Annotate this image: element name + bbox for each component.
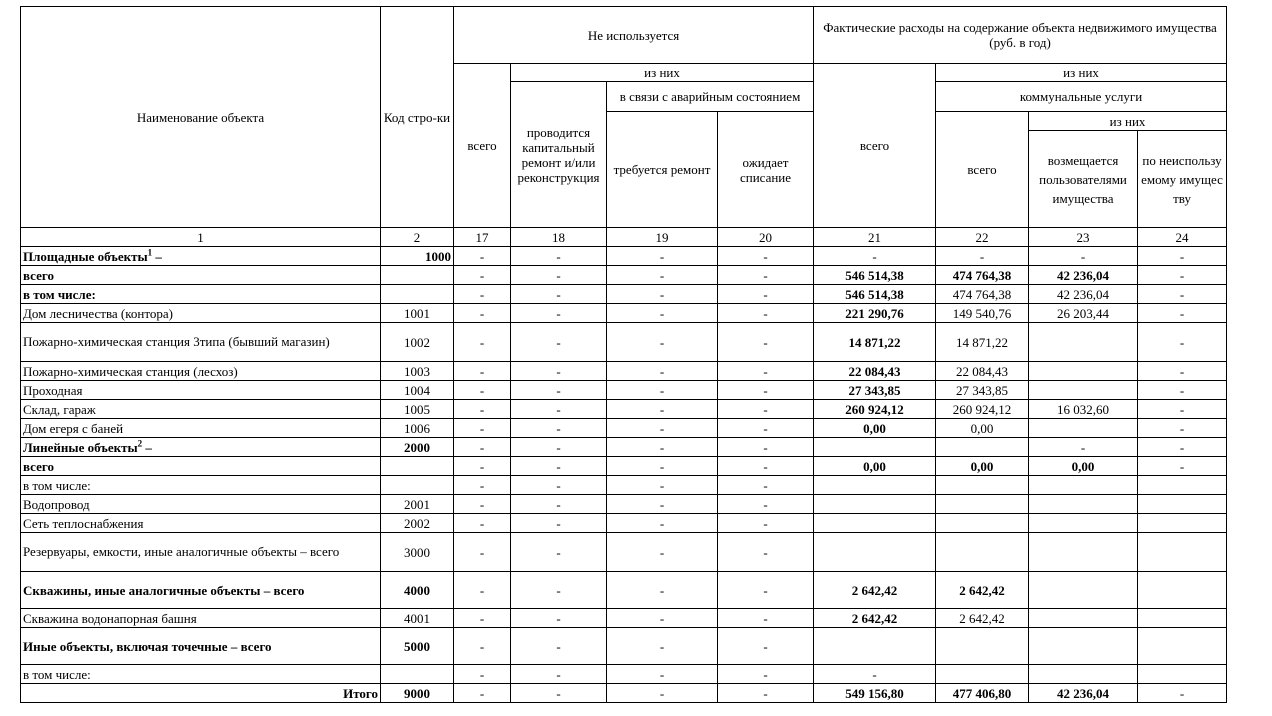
cell-17: - <box>454 476 511 495</box>
cell-24 <box>1138 533 1227 572</box>
header-unused: Не используется <box>454 7 814 64</box>
header-of-them: из них <box>511 64 814 82</box>
cell-22: 474 764,38 <box>936 266 1029 285</box>
cell-20: - <box>718 665 814 684</box>
cell-17: - <box>454 304 511 323</box>
header-total-22: всего <box>936 112 1029 228</box>
header-of-them-2: из них <box>936 64 1227 82</box>
cell-23 <box>1029 323 1138 362</box>
cell-19: - <box>607 304 718 323</box>
cell-19: - <box>607 323 718 362</box>
row-name: Проходная <box>21 381 381 400</box>
row-code: 1003 <box>381 362 454 381</box>
cell-22: 474 764,38 <box>936 285 1029 304</box>
cell-19: - <box>607 533 718 572</box>
cell-24 <box>1138 609 1227 628</box>
cell-17: - <box>454 628 511 665</box>
cell-21 <box>814 495 936 514</box>
cell-21 <box>814 533 936 572</box>
cell-21: - <box>814 665 936 684</box>
cell-21 <box>814 514 936 533</box>
row-name: Линейные объекты$^2$ – <box>21 438 381 457</box>
cell-20: - <box>718 419 814 438</box>
cell-20: - <box>718 684 814 703</box>
cell-21: 221 290,76 <box>814 304 936 323</box>
cell-19: - <box>607 609 718 628</box>
cell-24: - <box>1138 247 1227 266</box>
row-code: 3000 <box>381 533 454 572</box>
header-actual: Фактические расходы на содержание объекта недвижимого имущества (руб. в год) <box>814 7 1227 64</box>
cell-17: - <box>454 684 511 703</box>
row-name: в том числе: <box>21 285 381 304</box>
cell-24: - <box>1138 285 1227 304</box>
cell-24 <box>1138 572 1227 609</box>
cell-19: - <box>607 665 718 684</box>
cell-22 <box>936 665 1029 684</box>
row-code: 1004 <box>381 381 454 400</box>
table-row <box>21 665 1227 684</box>
row-name: Итого <box>21 684 381 703</box>
cell-21: 14 871,22 <box>814 323 936 362</box>
column-number: 19 <box>607 228 718 247</box>
table-row <box>21 419 1227 438</box>
cell-24: - <box>1138 381 1227 400</box>
column-number-row <box>21 228 1227 247</box>
cell-21: 546 514,38 <box>814 285 936 304</box>
cell-24: - <box>1138 419 1227 438</box>
row-name: всего <box>21 266 381 285</box>
table-row <box>21 285 1227 304</box>
cell-22: 27 343,85 <box>936 381 1029 400</box>
cell-21: 2 642,42 <box>814 572 936 609</box>
cell-23: - <box>1029 247 1138 266</box>
row-name: Водопровод <box>21 495 381 514</box>
header-total-17: всего <box>454 64 511 228</box>
row-code: 1005 <box>381 400 454 419</box>
cell-19: - <box>607 381 718 400</box>
table-row <box>21 362 1227 381</box>
cell-24: - <box>1138 457 1227 476</box>
cell-23: 26 203,44 <box>1029 304 1138 323</box>
cell-23 <box>1029 628 1138 665</box>
cell-20: - <box>718 247 814 266</box>
cell-23 <box>1029 381 1138 400</box>
table-row <box>21 495 1227 514</box>
row-code: 1001 <box>381 304 454 323</box>
cell-24: - <box>1138 362 1227 381</box>
cell-21: 0,00 <box>814 457 936 476</box>
cell-18: - <box>511 285 607 304</box>
cell-23: - <box>1029 438 1138 457</box>
row-code: 2000 <box>381 438 454 457</box>
table-row <box>21 684 1227 703</box>
column-number: 22 <box>936 228 1029 247</box>
cell-20: - <box>718 381 814 400</box>
header-emergency: в связи с аварийным состоянием <box>607 82 814 112</box>
row-name: Площадные объекты$^1$ – <box>21 247 381 266</box>
cell-17: - <box>454 533 511 572</box>
row-code <box>381 476 454 495</box>
cell-24: - <box>1138 304 1227 323</box>
cell-22 <box>936 533 1029 572</box>
cell-21 <box>814 628 936 665</box>
row-code <box>381 457 454 476</box>
column-number: 1 <box>21 228 381 247</box>
cell-18: - <box>511 400 607 419</box>
cell-22 <box>936 476 1029 495</box>
cell-19: - <box>607 266 718 285</box>
cell-18: - <box>511 665 607 684</box>
cell-20: - <box>718 609 814 628</box>
cell-22: 0,00 <box>936 457 1029 476</box>
cell-18: - <box>511 457 607 476</box>
row-name: Иные объекты, включая точечные – всего <box>21 628 381 665</box>
row-name: Дом лесничества (контора) <box>21 304 381 323</box>
cell-19: - <box>607 247 718 266</box>
table-row <box>21 400 1227 419</box>
cell-23 <box>1029 476 1138 495</box>
cell-24 <box>1138 476 1227 495</box>
cell-19: - <box>607 419 718 438</box>
table-row <box>21 609 1227 628</box>
cell-18: - <box>511 533 607 572</box>
cell-23 <box>1029 362 1138 381</box>
cell-18: - <box>511 476 607 495</box>
cell-20: - <box>718 572 814 609</box>
row-name: Сеть теплоснабжения <box>21 514 381 533</box>
row-name: в том числе: <box>21 665 381 684</box>
cell-19: - <box>607 285 718 304</box>
cell-18: - <box>511 266 607 285</box>
row-name: всего <box>21 457 381 476</box>
cell-17: - <box>454 495 511 514</box>
cell-19: - <box>607 572 718 609</box>
column-number: 23 <box>1029 228 1138 247</box>
cell-20: - <box>718 285 814 304</box>
cell-22: 22 084,43 <box>936 362 1029 381</box>
cell-24: - <box>1138 438 1227 457</box>
cell-23: 0,00 <box>1029 457 1138 476</box>
cell-21: - <box>814 247 936 266</box>
header-communal: коммунальные услуги <box>936 82 1227 112</box>
cell-21: 546 514,38 <box>814 266 936 285</box>
cell-18: - <box>511 438 607 457</box>
cell-17: - <box>454 323 511 362</box>
cell-17: - <box>454 457 511 476</box>
column-number: 2 <box>381 228 454 247</box>
cell-20: - <box>718 438 814 457</box>
cell-17: - <box>454 572 511 609</box>
cell-23: 42 236,04 <box>1029 684 1138 703</box>
table-row <box>21 438 1227 457</box>
cell-21 <box>814 438 936 457</box>
cell-17: - <box>454 438 511 457</box>
column-number: 21 <box>814 228 936 247</box>
cell-22: 2 642,42 <box>936 572 1029 609</box>
cell-17: - <box>454 514 511 533</box>
cell-17: - <box>454 609 511 628</box>
row-name: Резервуары, емкости, иные аналогичные объекты – всего <box>21 533 381 572</box>
row-code: 2002 <box>381 514 454 533</box>
table-row <box>21 572 1227 609</box>
cell-21: 0,00 <box>814 419 936 438</box>
cell-24: - <box>1138 323 1227 362</box>
cell-24: - <box>1138 400 1227 419</box>
cell-18: - <box>511 419 607 438</box>
cell-17: - <box>454 285 511 304</box>
cell-23 <box>1029 495 1138 514</box>
cell-19: - <box>607 684 718 703</box>
row-code: 9000 <box>381 684 454 703</box>
cell-18: - <box>511 381 607 400</box>
cell-19: - <box>607 400 718 419</box>
row-code: 5000 <box>381 628 454 665</box>
cell-23: 42 236,04 <box>1029 285 1138 304</box>
cell-20: - <box>718 628 814 665</box>
cell-21: 27 343,85 <box>814 381 936 400</box>
cell-18: - <box>511 514 607 533</box>
cell-23: 16 032,60 <box>1029 400 1138 419</box>
cell-18: - <box>511 323 607 362</box>
row-code <box>381 266 454 285</box>
column-number: 17 <box>454 228 511 247</box>
cell-22 <box>936 438 1029 457</box>
header-need-repair-19: требуется ремонт <box>607 112 718 228</box>
header-repair-18: проводится капитальный ремонт и/или реконструкция <box>511 82 607 228</box>
cell-20: - <box>718 400 814 419</box>
cell-20: - <box>718 323 814 362</box>
header-write-off-20: ожидает списание <box>718 112 814 228</box>
row-code: 1002 <box>381 323 454 362</box>
cell-24: - <box>1138 684 1227 703</box>
cell-20: - <box>718 266 814 285</box>
row-code: 1000 <box>381 247 454 266</box>
cell-18: - <box>511 247 607 266</box>
column-number: 18 <box>511 228 607 247</box>
cell-18: - <box>511 362 607 381</box>
cell-23 <box>1029 533 1138 572</box>
table-row <box>21 457 1227 476</box>
table-row <box>21 247 1227 266</box>
header-unused-24: по неиспользуемому имуществу <box>1138 131 1227 228</box>
cell-20: - <box>718 514 814 533</box>
table-row <box>21 476 1227 495</box>
row-code <box>381 285 454 304</box>
cell-20: - <box>718 304 814 323</box>
row-name: Скважина водонапорная башня <box>21 609 381 628</box>
cell-24 <box>1138 628 1227 665</box>
cell-22: 149 540,76 <box>936 304 1029 323</box>
cell-21: 2 642,42 <box>814 609 936 628</box>
header-total-21: всего <box>814 64 936 228</box>
table-row <box>21 514 1227 533</box>
cell-24 <box>1138 495 1227 514</box>
cell-23 <box>1029 665 1138 684</box>
cell-20: - <box>718 476 814 495</box>
cell-21: 22 084,43 <box>814 362 936 381</box>
cell-17: - <box>454 400 511 419</box>
table-row <box>21 628 1227 665</box>
cell-19: - <box>607 362 718 381</box>
cell-20: - <box>718 457 814 476</box>
column-number: 20 <box>718 228 814 247</box>
cell-21: 549 156,80 <box>814 684 936 703</box>
cell-22 <box>936 514 1029 533</box>
header-users-23: возмещается пользователями имущества <box>1029 131 1138 228</box>
cell-21 <box>814 476 936 495</box>
expenses-table <box>20 6 1227 703</box>
cell-21: 260 924,12 <box>814 400 936 419</box>
table-row <box>21 304 1227 323</box>
cell-23 <box>1029 514 1138 533</box>
cell-22: 260 924,12 <box>936 400 1029 419</box>
cell-22: 477 406,80 <box>936 684 1029 703</box>
cell-17: - <box>454 247 511 266</box>
cell-22: 2 642,42 <box>936 609 1029 628</box>
cell-17: - <box>454 665 511 684</box>
cell-22: - <box>936 247 1029 266</box>
cell-24: - <box>1138 266 1227 285</box>
cell-23 <box>1029 572 1138 609</box>
cell-23 <box>1029 419 1138 438</box>
cell-24 <box>1138 514 1227 533</box>
column-number: 24 <box>1138 228 1227 247</box>
table-row <box>21 381 1227 400</box>
row-code: 4000 <box>381 572 454 609</box>
cell-18: - <box>511 609 607 628</box>
cell-17: - <box>454 362 511 381</box>
cell-20: - <box>718 533 814 572</box>
cell-22 <box>936 495 1029 514</box>
row-name: Скважины, иные аналогичные объекты – всего <box>21 572 381 609</box>
cell-23: 42 236,04 <box>1029 266 1138 285</box>
cell-19: - <box>607 476 718 495</box>
row-name: Дом егеря с баней <box>21 419 381 438</box>
cell-18: - <box>511 684 607 703</box>
row-code <box>381 665 454 684</box>
cell-18: - <box>511 572 607 609</box>
cell-19: - <box>607 514 718 533</box>
cell-19: - <box>607 495 718 514</box>
cell-17: - <box>454 381 511 400</box>
cell-17: - <box>454 266 511 285</box>
cell-22: 14 871,22 <box>936 323 1029 362</box>
table-row <box>21 266 1227 285</box>
header-of-them-3: из них <box>1029 112 1227 131</box>
table-row <box>21 533 1227 572</box>
cell-18: - <box>511 304 607 323</box>
row-code: 1006 <box>381 419 454 438</box>
row-name: в том числе: <box>21 476 381 495</box>
cell-19: - <box>607 628 718 665</box>
cell-18: - <box>511 628 607 665</box>
row-name: Пожарно-химическая станция (лесхоз) <box>21 362 381 381</box>
cell-19: - <box>607 438 718 457</box>
cell-18: - <box>511 495 607 514</box>
row-name: Пожарно-химическая станция 3типа (бывший магазин) <box>21 323 381 362</box>
row-name: Склад, гараж <box>21 400 381 419</box>
cell-19: - <box>607 457 718 476</box>
cell-23 <box>1029 609 1138 628</box>
header-code: Код стро-ки <box>381 7 454 228</box>
table-row <box>21 323 1227 362</box>
row-code: 2001 <box>381 495 454 514</box>
cell-22: 0,00 <box>936 419 1029 438</box>
cell-20: - <box>718 362 814 381</box>
row-code: 4001 <box>381 609 454 628</box>
cell-20: - <box>718 495 814 514</box>
cell-22 <box>936 628 1029 665</box>
cell-24 <box>1138 665 1227 684</box>
cell-17: - <box>454 419 511 438</box>
header-name: Наименование объекта <box>21 7 381 228</box>
